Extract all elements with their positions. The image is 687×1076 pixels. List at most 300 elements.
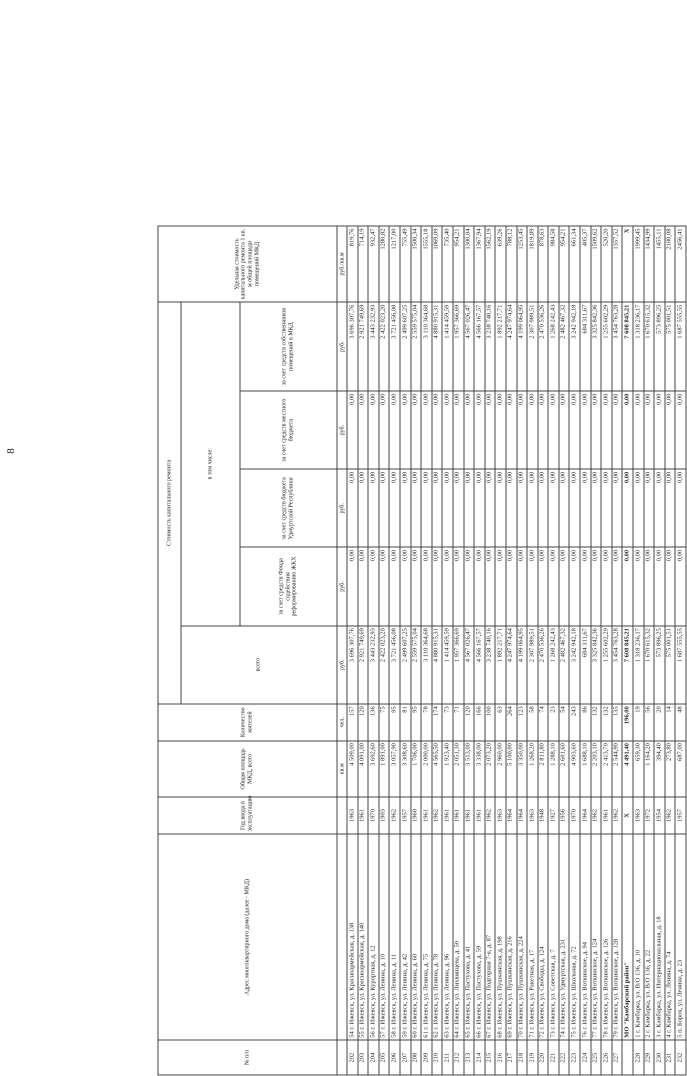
- table-row: [379, 226, 390, 1075]
- owners-cost-cell: 1 687 555,55: [675, 302, 686, 391]
- year-cell: 1962: [389, 797, 400, 834]
- local-cost-cell: 0,00: [665, 391, 676, 469]
- specific-cost-cell: 755,49: [400, 226, 411, 302]
- total-cost-cell: 4 247 974,64: [506, 626, 517, 704]
- residents-cell: 63: [495, 704, 506, 741]
- owners-cost-cell: 1 268 242,43: [548, 302, 559, 391]
- address-cell: 2 г. Камбарка, ул. В/О 136, д. 22: [644, 834, 655, 1040]
- year-cell: 1962: [432, 797, 443, 834]
- owners-cost-cell: 575 001,51: [665, 302, 676, 391]
- year-cell: 1961: [442, 797, 453, 834]
- address-cell: 76 г. Ижевск, ул. Воткинское, д. 94: [580, 834, 591, 1040]
- table-row: [400, 226, 411, 1075]
- col-header-fund: за счет средств Фонда содействия реформированию ЖКХ: [240, 547, 337, 625]
- local-cost-cell: 0,00: [368, 391, 379, 469]
- fund-cost-cell: 0,00: [368, 547, 379, 625]
- address-cell: 69 г. Ижевск, ул. Пушкинская, д. 216: [506, 834, 517, 1040]
- residents-cell: 78: [421, 704, 432, 741]
- specific-cost-cell: 1509,62: [591, 226, 602, 302]
- fund-cost-cell: 0,00: [442, 547, 453, 625]
- total-cost-cell: 2 307 989,51: [527, 626, 538, 704]
- page-number: 8: [4, 448, 17, 454]
- table-row: [432, 226, 443, 1075]
- owners-cost-cell: 2 559 575,04: [411, 302, 422, 391]
- row-number-cell: 214: [474, 1040, 485, 1075]
- fund-cost-cell: 0,00: [506, 547, 517, 625]
- row-number-cell: 206: [389, 1040, 400, 1075]
- owners-cost-cell: 1 670 615,32: [644, 302, 655, 391]
- col-header-republic: за счет средств бюджета Удмуртской Республики: [240, 469, 337, 547]
- fund-cost-cell: 0,00: [432, 547, 443, 625]
- table-row: [612, 226, 623, 1075]
- total-cost-cell: 2 482 467,32: [559, 626, 570, 704]
- owners-cost-cell: 1 255 602,29: [601, 302, 612, 391]
- republic-cost-cell: 0,00: [559, 469, 570, 547]
- residents-cell: 71: [453, 704, 464, 741]
- address-cell: 67 г. Ижевск, ул. Подгорная 7-я, д. 87: [485, 834, 496, 1040]
- fund-cost-cell: 0,00: [464, 547, 475, 625]
- local-cost-cell: 0,00: [495, 391, 506, 469]
- owners-cost-cell: 4 247 974,64: [506, 302, 517, 391]
- specific-cost-cell: 819,76: [347, 226, 358, 302]
- residents-cell: 73: [442, 704, 453, 741]
- residents-cell: 75: [379, 704, 390, 741]
- owners-cost-cell: 1 318 236,17: [633, 302, 644, 391]
- residents-cell: 19: [633, 704, 644, 741]
- local-cost-cell: 0,00: [485, 391, 496, 469]
- owners-cost-cell: 3 721 456,08: [389, 302, 400, 391]
- address-cell: 75 г. Ижевск, ул. Школьная, д. 72: [569, 834, 580, 1040]
- area-cell: 2 051,30: [453, 741, 464, 797]
- row-number-cell: 221: [548, 1040, 559, 1075]
- total-cost-cell: 1 414 459,59: [442, 626, 453, 704]
- republic-cost-cell: 0,00: [580, 469, 591, 547]
- total-cost-cell: 4 199 064,95: [517, 626, 528, 704]
- table-row: [358, 226, 369, 1075]
- local-cost-cell: 0,00: [474, 391, 485, 469]
- local-cost-cell: 0,00: [411, 391, 422, 469]
- address-cell: 70 г. Ижевск, ул. Пушкинская, д. 224: [517, 834, 528, 1040]
- total-cost-cell: 1 255 602,29: [601, 626, 612, 704]
- year-cell: 1964: [517, 797, 528, 834]
- residents-cell: 14: [665, 704, 676, 741]
- fund-cost-cell: 0,00: [485, 547, 496, 625]
- fund-cost-cell: 0,00: [495, 547, 506, 625]
- table-row: [389, 226, 400, 1075]
- total-cost-cell: 3 325 842,36: [591, 626, 602, 704]
- republic-cost-cell: 0,00: [527, 469, 538, 547]
- capital-repair-table-sheet: [158, 226, 684, 1076]
- col-header-no: № п/п: [158, 1040, 337, 1075]
- owners-cost-cell: 3 443 232,93: [368, 302, 379, 391]
- year-cell: 1961: [453, 797, 464, 834]
- unit-cell: руб./кв.м: [337, 226, 347, 302]
- local-cost-cell: 0,00: [379, 391, 390, 469]
- republic-cost-cell: 0,00: [358, 469, 369, 547]
- fund-cost-cell: 0,00: [389, 547, 400, 625]
- unit-cell: руб.: [337, 469, 347, 547]
- area-cell: 659,30: [633, 741, 644, 797]
- local-cost-cell: 0,00: [538, 391, 549, 469]
- table-row: [580, 226, 591, 1075]
- fund-cost-cell: 0,00: [453, 547, 464, 625]
- area-cell: 3 338,00: [474, 741, 485, 797]
- area-cell: 273,80: [665, 741, 676, 797]
- table-row: [453, 226, 464, 1075]
- local-cost-cell: 0,00: [675, 391, 686, 469]
- total-cost-cell: 4 880 915,31: [432, 626, 443, 704]
- row-number-cell: 217: [506, 1040, 517, 1075]
- specific-cost-cell: 639,26: [495, 226, 506, 302]
- residents-cell: 166: [474, 704, 485, 741]
- capital-repair-table: [158, 226, 687, 1076]
- residents-cell: 120: [464, 704, 475, 741]
- specific-cost-cell: 1555,18: [421, 226, 432, 302]
- address-cell: 65 г. Ижевск, ул. Пастухова, д. 41: [464, 834, 475, 1040]
- address-cell: 73 г. Ижевск, ул. Советская, д. 7: [548, 834, 559, 1040]
- year-cell: 1961: [358, 797, 369, 834]
- fund-cost-cell: 0,00: [601, 547, 612, 625]
- year-cell: 1963: [495, 797, 506, 834]
- unit-cell: руб.: [337, 547, 347, 625]
- owners-cost-cell: 3 238 740,16: [485, 302, 496, 391]
- fund-cost-cell: 0,00: [400, 547, 411, 625]
- residents-cell: 135: [612, 704, 623, 741]
- row-number-cell: 211: [442, 1040, 453, 1075]
- table-row: [506, 226, 517, 1075]
- fund-cost-cell: 0,00: [411, 547, 422, 625]
- owners-cost-cell: 573 896,25: [654, 302, 665, 391]
- local-cost-cell: 0,00: [464, 391, 475, 469]
- residents-cell: 264: [506, 704, 517, 741]
- specific-cost-cell: 1357,52: [612, 226, 623, 302]
- fund-cost-cell: 0,00: [591, 547, 602, 625]
- area-cell: 4 491,40: [622, 741, 633, 797]
- local-cost-cell: 0,00: [622, 391, 633, 469]
- total-cost-cell: 3 454 763,28: [612, 626, 623, 704]
- republic-cost-cell: 0,00: [400, 469, 411, 547]
- table-row: [548, 226, 559, 1075]
- fund-cost-cell: 0,00: [665, 547, 676, 625]
- owners-cost-cell: 3 110 364,68: [421, 302, 432, 391]
- area-cell: 2 000,00: [421, 741, 432, 797]
- area-cell: 3 308,60: [400, 741, 411, 797]
- address-cell: 64 г. Ижевск, ул. Лихвинцева, д. 50: [453, 834, 464, 1040]
- fund-cost-cell: 0,00: [633, 547, 644, 625]
- residents-cell: 132: [591, 704, 602, 741]
- address-cell: 5 п. Борок, ул. Ленина, д. 23: [675, 834, 686, 1040]
- total-cost-cell: 3 242 942,18: [569, 626, 580, 704]
- address-cell: 55 г. Ижевск, ул. Красноармейская, д. 140: [358, 834, 369, 1040]
- row-number-cell: 204: [368, 1040, 379, 1075]
- address-cell: 72 г. Ижевск, ул. Свободы, д. 124: [538, 834, 549, 1040]
- specific-cost-cell: 661,34: [569, 226, 580, 302]
- unit-cell: руб.: [337, 626, 347, 704]
- col-header-cost-group: Стоимость капитального ремонта: [158, 302, 181, 704]
- col-header-total: всего: [181, 626, 337, 704]
- table-row: [559, 226, 570, 1075]
- address-cell: 71 г. Ижевск, ул. Ракетная, д. 17: [527, 834, 538, 1040]
- total-cost-cell: 3 696 307,76: [347, 626, 358, 704]
- address-cell: 58 г. Ижевск, ул. Ленина, д. 11: [389, 834, 400, 1040]
- unit-cell: [337, 1040, 347, 1075]
- row-number-cell: 209: [421, 1040, 432, 1075]
- total-cost-cell: 4 566 167,57: [474, 626, 485, 704]
- republic-cost-cell: 0,00: [474, 469, 485, 547]
- area-cell: 1 891,00: [379, 741, 390, 797]
- row-number-cell: 202: [347, 1040, 358, 1075]
- local-cost-cell: 0,00: [654, 391, 665, 469]
- specific-cost-cell: 1819,89: [527, 226, 538, 302]
- local-cost-cell: 0,00: [569, 391, 580, 469]
- total-cost-cell: 4 567 026,47: [464, 626, 475, 704]
- unit-cell: руб.: [337, 391, 347, 469]
- specific-cost-cell: 714,19: [358, 226, 369, 302]
- specific-cost-cell: 788,12: [506, 226, 517, 302]
- republic-cost-cell: 0,00: [654, 469, 665, 547]
- local-cost-cell: 0,00: [580, 391, 591, 469]
- specific-cost-cell: 1455,11: [654, 226, 665, 302]
- year-cell: 1957: [400, 797, 411, 834]
- year-cell: 1970: [368, 797, 379, 834]
- total-cost-cell: 2 470 536,26: [538, 626, 549, 704]
- fund-cost-cell: 0,00: [548, 547, 559, 625]
- area-cell: 3 057,90: [389, 741, 400, 797]
- residents-cell: 196,00: [622, 704, 633, 741]
- residents-cell: 243: [569, 704, 580, 741]
- row-number-cell: 225: [591, 1040, 602, 1075]
- table-row: [421, 226, 432, 1075]
- local-cost-cell: 0,00: [400, 391, 411, 469]
- col-header-area: Общая площадь МКД, всего: [158, 741, 337, 797]
- col-header-owners: за счет средств собственников помещений в МКД: [240, 302, 337, 391]
- total-cost-cell: 1 687 555,55: [675, 626, 686, 704]
- fund-cost-cell: 0,00: [527, 547, 538, 625]
- total-cost-cell: 3 110 364,68: [421, 626, 432, 704]
- owners-cost-cell: 1 957 366,69: [453, 302, 464, 391]
- specific-cost-cell: 520,20: [601, 226, 612, 302]
- area-cell: 687,00: [675, 741, 686, 797]
- address-cell: 59 г. Ижевск, ул. Ленина, д. 42: [400, 834, 411, 1040]
- address-cell: МО "Камбарский район": [622, 834, 633, 1040]
- owners-cost-cell: 2 307 989,51: [527, 302, 538, 391]
- year-cell: 1960: [411, 797, 422, 834]
- total-cost-cell: 573 896,25: [654, 626, 665, 704]
- table-row: [644, 226, 655, 1075]
- fund-cost-cell: 0,00: [421, 547, 432, 625]
- fund-cost-cell: 0,00: [474, 547, 485, 625]
- row-number-cell: 230: [654, 1040, 665, 1075]
- residents-cell: 95: [411, 704, 422, 741]
- fund-cost-cell: 0,00: [622, 547, 633, 625]
- table-row: [601, 226, 612, 1075]
- row-number-cell: 222: [559, 1040, 570, 1075]
- local-cost-cell: 0,00: [389, 391, 400, 469]
- republic-cost-cell: 0,00: [464, 469, 475, 547]
- year-cell: 1970: [569, 797, 580, 834]
- unit-cell: руб.: [337, 302, 347, 391]
- area-cell: 2 811,80: [538, 741, 549, 797]
- area-cell: 394,40: [654, 741, 665, 797]
- year-cell: 1961: [601, 797, 612, 834]
- republic-cost-cell: 0,00: [633, 469, 644, 547]
- area-cell: 1 923,40: [442, 741, 453, 797]
- owners-cost-cell: 2 921 749,69: [358, 302, 369, 391]
- specific-cost-cell: 954,21: [453, 226, 464, 302]
- residents-cell: 123: [517, 704, 528, 741]
- local-cost-cell: 0,00: [453, 391, 464, 469]
- republic-cost-cell: 0,00: [485, 469, 496, 547]
- residents-cell: 86: [580, 704, 591, 741]
- republic-cost-cell: 0,00: [442, 469, 453, 547]
- table-row: [665, 226, 676, 1075]
- area-cell: 2 073,20: [485, 741, 496, 797]
- area-cell: 1 268,20: [527, 741, 538, 797]
- specific-cost-cell: 1500,34: [411, 226, 422, 302]
- republic-cost-cell: 0,00: [548, 469, 559, 547]
- republic-cost-cell: 0,00: [675, 469, 686, 547]
- fund-cost-cell: 0,00: [612, 547, 623, 625]
- owners-cost-cell: 7 608 845,21: [622, 302, 633, 391]
- residents-cell: 56: [644, 704, 655, 741]
- area-cell: 2 413,70: [601, 741, 612, 797]
- address-cell: 1 г. Камбарка, ул. В/О 136, д. 10: [633, 834, 644, 1040]
- republic-cost-cell: 0,00: [495, 469, 506, 547]
- residents-cell: 81: [400, 704, 411, 741]
- area-cell: 3 692,60: [368, 741, 379, 797]
- residents-cell: 120: [358, 704, 369, 741]
- year-cell: 1963: [347, 797, 358, 834]
- specific-cost-cell: 1253,45: [517, 226, 528, 302]
- local-cost-cell: 0,00: [548, 391, 559, 469]
- owners-cost-cell: 3 242 942,18: [569, 302, 580, 391]
- year-cell: 1957: [675, 797, 686, 834]
- owners-cost-cell: 4 199 064,95: [517, 302, 528, 391]
- table-row: [368, 226, 379, 1075]
- specific-cost-cell: 1999,45: [633, 226, 644, 302]
- table-row: [347, 226, 358, 1075]
- republic-cost-cell: 0,00: [506, 469, 517, 547]
- republic-cost-cell: 0,00: [517, 469, 528, 547]
- year-cell: 1927: [548, 797, 559, 834]
- owners-cost-cell: 2 422 023,20: [379, 302, 390, 391]
- local-cost-cell: 0,00: [517, 391, 528, 469]
- republic-cost-cell: 0,00: [347, 469, 358, 547]
- address-cell: 56 г. Ижевск, ул. Курортная, д. 12: [368, 834, 379, 1040]
- table-row: [569, 226, 580, 1075]
- republic-cost-cell: 0,00: [368, 469, 379, 547]
- republic-cost-cell: 0,00: [665, 469, 676, 547]
- year-cell: 1954: [654, 797, 665, 834]
- table-row: [517, 226, 528, 1075]
- year-cell: X: [622, 797, 633, 834]
- unit-cell: чел.: [337, 704, 347, 741]
- local-cost-cell: 0,00: [633, 391, 644, 469]
- unit-cell: кв.м: [337, 741, 347, 797]
- specific-cost-cell: 1434,99: [644, 226, 655, 302]
- local-cost-cell: 0,00: [644, 391, 655, 469]
- republic-cost-cell: 0,00: [538, 469, 549, 547]
- row-number-cell: 219: [527, 1040, 538, 1075]
- address-cell: 3 г. Камбарка, ул. Интернациональная, д. 18: [654, 834, 665, 1040]
- row-number-cell: 224: [580, 1040, 591, 1075]
- total-cost-cell: 2 499 607,25: [400, 626, 411, 704]
- owners-cost-cell: 3 696 307,76: [347, 302, 358, 391]
- area-cell: 4 091,00: [358, 741, 369, 797]
- area-cell: 2 544,90: [612, 741, 623, 797]
- owners-cost-cell: 1 892 217,71: [495, 302, 506, 391]
- address-cell: 63 г. Ижевск, ул. Ленина, д. 96: [442, 834, 453, 1040]
- table-row: [442, 226, 453, 1075]
- owners-cost-cell: 3 454 763,28: [612, 302, 623, 391]
- specific-cost-cell: 1562,19: [485, 226, 496, 302]
- republic-cost-cell: 0,00: [432, 469, 443, 547]
- residents-cell: 132: [601, 704, 612, 741]
- owners-cost-cell: 2 499 607,25: [400, 302, 411, 391]
- area-cell: 2 203,10: [591, 741, 602, 797]
- address-cell: 74 г. Ижевск, ул. Удмуртская, д. 231: [559, 834, 570, 1040]
- row-number-cell: 207: [400, 1040, 411, 1075]
- local-cost-cell: 0,00: [358, 391, 369, 469]
- col-header-specific: Удельная стоимость капитального ремонта 1 кв. м общей площади помещений МКД: [158, 226, 337, 302]
- fund-cost-cell: 0,00: [580, 547, 591, 625]
- year-cell: 1956: [559, 797, 570, 834]
- col-header-year: Год ввода в эксплуатацию: [158, 797, 337, 834]
- row-number-cell: 218: [517, 1040, 528, 1075]
- republic-cost-cell: 0,00: [644, 469, 655, 547]
- row-number-cell: 212: [453, 1040, 464, 1075]
- fund-cost-cell: 0,00: [569, 547, 580, 625]
- subtotal-row: [622, 226, 633, 1075]
- table-row: [474, 226, 485, 1075]
- address-cell: 68 г. Ижевск, ул. Пушкинская, д. 198: [495, 834, 506, 1040]
- total-cost-cell: 1 957 366,69: [453, 626, 464, 704]
- owners-cost-cell: 3 325 842,36: [591, 302, 602, 391]
- row-number-cell: 223: [569, 1040, 580, 1075]
- table-row: [633, 226, 644, 1075]
- address-cell: 62 г. Ижевск, ул. Ленина, д. 78: [432, 834, 443, 1040]
- republic-cost-cell: 0,00: [379, 469, 390, 547]
- local-cost-cell: 0,00: [347, 391, 358, 469]
- units-row: [337, 226, 347, 1075]
- col-header-local: за счет средств местного бюджета: [240, 391, 337, 469]
- year-cell: 1962: [591, 797, 602, 834]
- republic-cost-cell: 0,00: [612, 469, 623, 547]
- residents-cell: 136: [368, 704, 379, 741]
- residents-cell: 58: [527, 704, 538, 741]
- owners-cost-cell: 684 311,67: [580, 302, 591, 391]
- col-header-address: Адрес многоквартирного дома (далее - МКД): [158, 834, 337, 1040]
- specific-cost-cell: 1300,04: [464, 226, 475, 302]
- local-cost-cell: 0,00: [442, 391, 453, 469]
- republic-cost-cell: 0,00: [411, 469, 422, 547]
- unit-cell: [337, 797, 347, 834]
- row-number-cell: 226: [601, 1040, 612, 1075]
- fund-cost-cell: 0,00: [538, 547, 549, 625]
- total-cost-cell: 1 670 615,32: [644, 626, 655, 704]
- local-cost-cell: 0,00: [559, 391, 570, 469]
- owners-cost-cell: 4 567 026,47: [464, 302, 475, 391]
- area-cell: 1 288,10: [548, 741, 559, 797]
- total-cost-cell: 1 268 242,43: [548, 626, 559, 704]
- total-cost-cell: 1 318 236,17: [633, 626, 644, 704]
- republic-cost-cell: 0,00: [622, 469, 633, 547]
- total-cost-cell: 3 443 232,93: [368, 626, 379, 704]
- year-cell: 1972: [644, 797, 655, 834]
- specific-cost-cell: 954,21: [559, 226, 570, 302]
- address-cell: 61 г. Ижевск, ул. Ленина, д. 75: [421, 834, 432, 1040]
- area-cell: 1 164,20: [644, 741, 655, 797]
